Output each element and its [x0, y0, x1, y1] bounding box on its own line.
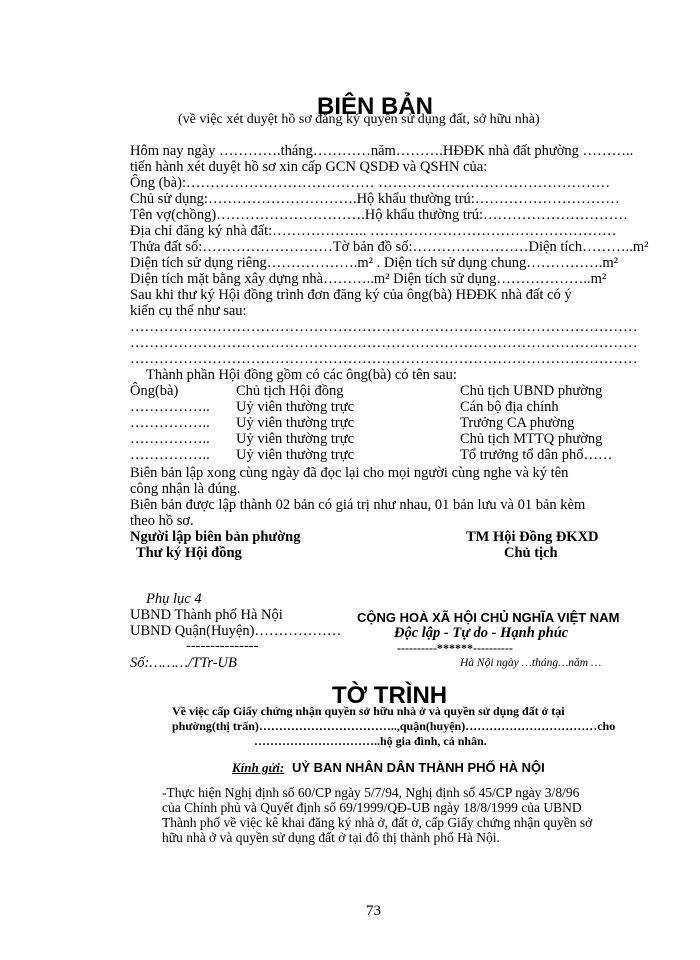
national-title: CỘNG HOÀ XÃ HỘI CHỦ NGHĨA VIỆT NAM — [357, 610, 620, 625]
closing-line: theo hồ sơ. — [130, 513, 194, 529]
national-rule: ----------******---------- — [397, 641, 513, 655]
bien-ban-line: Ông (bà):………………………………… ………………………………………… — [130, 175, 611, 191]
body-line: Thành phố về việc kê khai đăng ký nhà ở, đất ở, cấp Giấy chứng nhận quyền sở — [162, 815, 593, 830]
national-motto: Độc lập - Tự do - Hạnh phúc — [394, 625, 569, 641]
bien-ban-line: Diện tích mặt bằng xây dựng nhà………..m² Diện tích sử dụng………………..m² — [130, 271, 607, 287]
page-number: 73 — [366, 903, 381, 919]
bien-ban-line: tiến hành xét duyệt hồ sơ xin cấp GCN QSDĐ và QSHN của: — [130, 159, 488, 175]
addressee-label: Kính gửi: — [232, 760, 285, 775]
member-role: Uỷ viên thường trực — [236, 399, 355, 415]
member-name: …………….. — [130, 415, 210, 431]
member-name: …………….. — [130, 431, 210, 447]
member-title: Tổ trưởng tổ dân phố…… — [460, 447, 613, 463]
bien-ban-dotted-line: …………………………………………………………………………………………… — [130, 335, 638, 351]
signature-right-title: TM Hội Đồng ĐKXD — [466, 529, 599, 545]
bien-ban-line: Tên vợ(chồng)………………………….Hộ khẩu thường trú:………………………… — [130, 207, 629, 223]
member-role: Uỷ viên thường trực — [236, 447, 355, 463]
document-date: Hà Nội ngày …tháng…năm … — [460, 657, 602, 669]
bien-ban-line: Hôm nay ngày ………….tháng…………năm……….HĐĐK nhà đất phường ……….. — [130, 143, 634, 159]
signature-right-subtitle: Chủ tịch — [504, 545, 558, 561]
signature-left-subtitle: Thư ký Hội đồng — [136, 545, 242, 561]
bien-ban-line: Địa chỉ đăng ký nhà đất:……………….. …………………………………………… — [130, 223, 617, 239]
bien-ban-line: Thành phần Hội đồng gồm có các ông(bà) có tên sau: — [146, 367, 457, 383]
bien-ban-subtitle: (về việc xét duyệt hồ sơ đăng ký quyền sử dụng đất, sở hữu nhà) — [178, 112, 540, 127]
bien-ban-dotted-line: …………………………………………………………………………………………… — [130, 351, 638, 367]
closing-line: công nhận là đúng. — [130, 481, 241, 497]
bien-ban-line: Sau khi thư ký Hội đồng trình đơn đăng ký của ông(bà) HĐĐK nhà đất có ý — [130, 287, 572, 303]
member-name: …………….. — [130, 447, 210, 463]
member-title: Chủ tịch MTTQ phường — [460, 431, 603, 447]
org-line-2: UBND Quận(Huyện)……………… — [130, 623, 342, 639]
subject-line: …………………………..hộ gia đình, cá nhân. — [254, 734, 487, 748]
member-name: Ông(bà) — [130, 383, 179, 399]
addressee: UỶ BAN NHÂN DÂN THÀNH PHỐ HÀ NỘI — [292, 760, 545, 775]
subject-line: Về việc cấp Giấy chứng nhận quyền sở hữu nhà ở và quyền sử dụng đất ở tại — [172, 704, 565, 718]
bien-ban-dotted-line: …………………………………………………………………………………………… — [130, 319, 638, 335]
bien-ban-line: kiến cụ thể như sau: — [130, 303, 247, 319]
to-trinh-title: TỜ TRÌNH — [332, 682, 448, 709]
signature-left-title: Người lập biên bản phường — [130, 529, 301, 545]
member-role: Uỷ viên thường trực — [236, 415, 355, 431]
closing-line: Biên bản được lập thành 02 bản có giá trị như nhau, 01 bản lưu và 01 bản kèm — [130, 497, 586, 513]
appendix-label: Phụ lục 4 — [146, 591, 202, 607]
bien-ban-line: Chủ sử dụng:………………………….Hộ khẩu thường trú:………………………… — [130, 191, 620, 207]
body-line: -Thực hiện Nghị định số 60/CP ngày 5/7/94, Nghị định số 45/CP ngày 3/8/96 — [162, 785, 580, 800]
body-line: hữu nhà ở và quyền sử dụng đất ở tại đô thị thành phố Hà Nội. — [162, 830, 500, 845]
member-name: …………….. — [130, 399, 210, 415]
bien-ban-title: BIÊN BẢN — [317, 93, 434, 120]
document-number: Số:………/TTr-UB — [130, 655, 237, 671]
member-title: Trưởng CA phường — [460, 415, 575, 431]
member-role: Chủ tịch Hội đồng — [236, 383, 344, 399]
subject-line: phường(thị trấn)……………………………..,quận(huyện)……………………………cho — [172, 719, 616, 733]
closing-line: Biên bản lập xong cùng ngày đã đọc lại cho mọi người cùng nghe và ký tên — [130, 465, 569, 481]
member-title: Chủ tịch UBND phường — [460, 383, 603, 399]
member-role: Uỷ viên thường trực — [236, 431, 355, 447]
bien-ban-line: Thửa đất số:………………………Tờ bản đồ số:……………………Diện tích………..m² — [130, 239, 649, 255]
body-line: của Chính phủ và Quyết định số 69/1999/QĐ-UB ngày 18/8/1999 của UBND — [162, 800, 582, 815]
org-rule: --------------- — [186, 638, 259, 654]
member-title: Cán bộ địa chính — [460, 399, 559, 415]
bien-ban-line: Diện tích sử dụng riêng……………….m² . Diện tích sử dụng chung…………….m² — [130, 255, 618, 271]
org-line-1: UBND Thành phố Hà Nội — [130, 607, 283, 623]
